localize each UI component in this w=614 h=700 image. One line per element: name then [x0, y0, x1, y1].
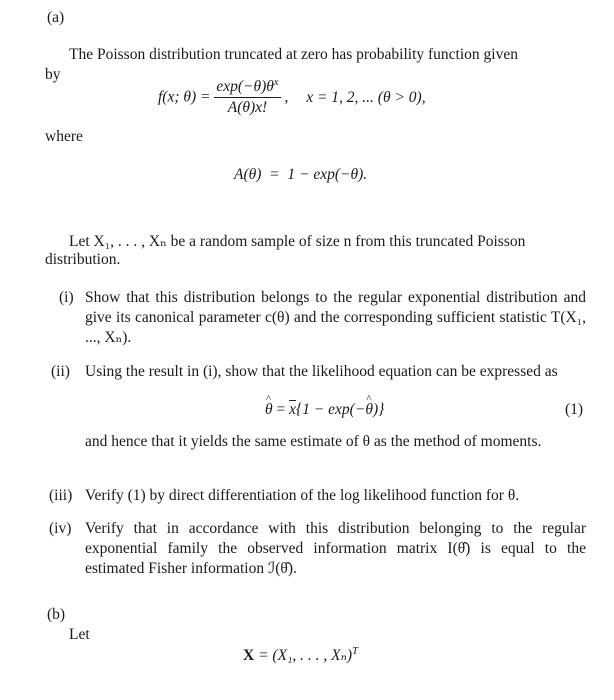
sample-line-1: Let X₁, . . . , Xₙ be a random sample of size n from this truncated Poisson — [69, 233, 526, 250]
part-b-let: Let — [69, 626, 90, 643]
x-vector-symbol: X — [243, 647, 255, 664]
intro-line-1: The Poisson distribution truncated at zero has probability function given — [69, 46, 518, 63]
item-i-label: (i) — [59, 289, 74, 306]
eq1-rest: {1 − exp(− — [296, 401, 366, 418]
transpose-symbol: T — [352, 645, 358, 657]
where-label: where — [45, 128, 83, 145]
item-iv — [49, 519, 586, 579]
item-ii — [51, 362, 586, 382]
part-a-label: (a) — [47, 9, 65, 26]
x-vector-definition — [243, 646, 358, 665]
intro-line-2: by — [45, 66, 61, 83]
a-theta-definition: A(θ) = 1 − exp(−θ). — [234, 166, 368, 183]
item-iii — [49, 486, 586, 506]
item-iv-label: (iv) — [49, 520, 72, 537]
pf-numerator-exponent: x — [273, 76, 279, 88]
item-i — [59, 288, 586, 348]
item-ii-text: Using the result in (i), show that the likelihood equation can be expressed as — [85, 363, 558, 380]
pf-support: x = 1, 2, ... (θ > 0), — [306, 88, 426, 106]
item-ii-label: (ii) — [51, 363, 70, 380]
item-iii-label: (iii) — [49, 487, 73, 504]
likelihood-equation — [265, 401, 384, 419]
item-ii-followup: and hence that it yields the same estimate of θ as the method of moments. — [85, 433, 542, 450]
pf-numerator: exp(−θ)θ — [216, 78, 274, 95]
x-bar: $\overline{x}$ — [289, 401, 297, 418]
theta-hat: ^ θ — [265, 401, 273, 419]
theta-hat-2: ^ θ — [365, 401, 373, 419]
pf-lhs: f(x; θ) = — [158, 88, 211, 106]
pf-comma: , — [284, 88, 289, 106]
x-vector-rhs: = (X₁, . . . , Xₙ) — [254, 647, 353, 664]
part-b-label: (b) — [47, 606, 66, 623]
item-iii-text: Verify (1) by direct differentiation of the log likelihood function for θ. — [85, 487, 520, 504]
probability-function-equation — [158, 78, 426, 117]
item-iv-text: Verify that in accordance with this distribution belonging to the regular exponential family the observed information matrix I(θ̂) is equal to the estimated Fisher information ℐ(θ̂). — [85, 520, 586, 577]
pf-denominator: A(θ)x! — [227, 99, 268, 116]
sample-line-2: distribution. — [45, 251, 121, 268]
item-i-text: Show that this distribution belongs to the regular exponential distribution and give its canonical parameter c(θ) and the corresponding sufficient statistic T(X₁, ..., Xₙ). — [85, 289, 586, 346]
pf-fraction — [214, 78, 280, 117]
eq1-equals: = — [272, 401, 290, 418]
eq1-close: )} — [372, 401, 385, 418]
equation-number: (1) — [565, 401, 584, 418]
